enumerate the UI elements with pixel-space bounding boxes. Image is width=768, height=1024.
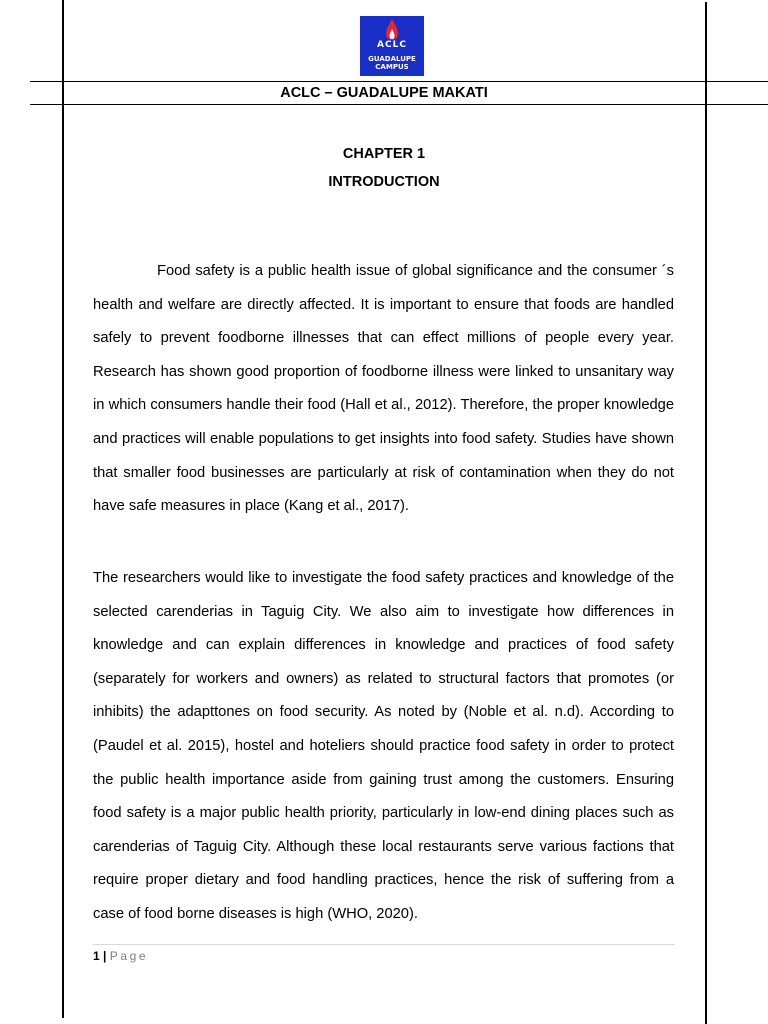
page-number: 1 [93,949,100,963]
header-top-rule [30,81,768,82]
logo-campus-line2: CAMPUS [375,63,409,71]
page-label: Page [109,949,149,963]
footer-divider [93,944,675,945]
chapter-title: INTRODUCTION [328,174,440,190]
school-logo [360,16,424,76]
footer-separator: | [103,949,107,963]
chapter-number: CHAPTER 1 [342,146,426,162]
header-bottom-rule [30,104,768,105]
logo-campus-line1: GUADALUPE [368,55,416,63]
school-header-title: ACLC – GUADALUPE MAKATI [280,85,488,101]
logo-brand-text: ACLC [377,40,407,50]
body-paragraph: The researchers would like to investigate the food safety practices and knowledge of the selected carenderias in Taguig City. We also aim to investigate how differences in knowledge and can explain differences in knowledge and practices of food safety (separately for workers and owners) as related to structural factors that promotes (or inhibits) the adapttones on food security. As noted by (Noble et al. n.d). According to (Paudel et al. 2015), hostel and hoteliers should practice food safety in order to protect the public health importance aside from gaining trust among the customers. Ensuring food safety is a major public health priority, particularly in low-end dining places such as carenderias of Taguig City. Although these local restaurants serve various factions that require proper dietary and food handling practices, hence the risk of suffering from a case of food borne diseases is high (WHO, 2020). [93,570,674,922]
body-paragraph: Food safety is a public health issue of global significance and the consumer ´s health and welfare are directly affected. It is important to ensure that foods are handled safely to prevent foodborne illnesses that can effect millions of people every year. Research has shown good proportion of foodborne illness were linked to unsanitary way in which consumers handle their food (Hall et al., 2012). Therefore, the proper knowledge and practices will enable populations to get insights into food safety. Studies have shown that smaller food businesses are particularly at risk of contamination when they do not have safe measures in place (Kang et al., 2017). [93,263,674,515]
page-footer [93,948,148,964]
